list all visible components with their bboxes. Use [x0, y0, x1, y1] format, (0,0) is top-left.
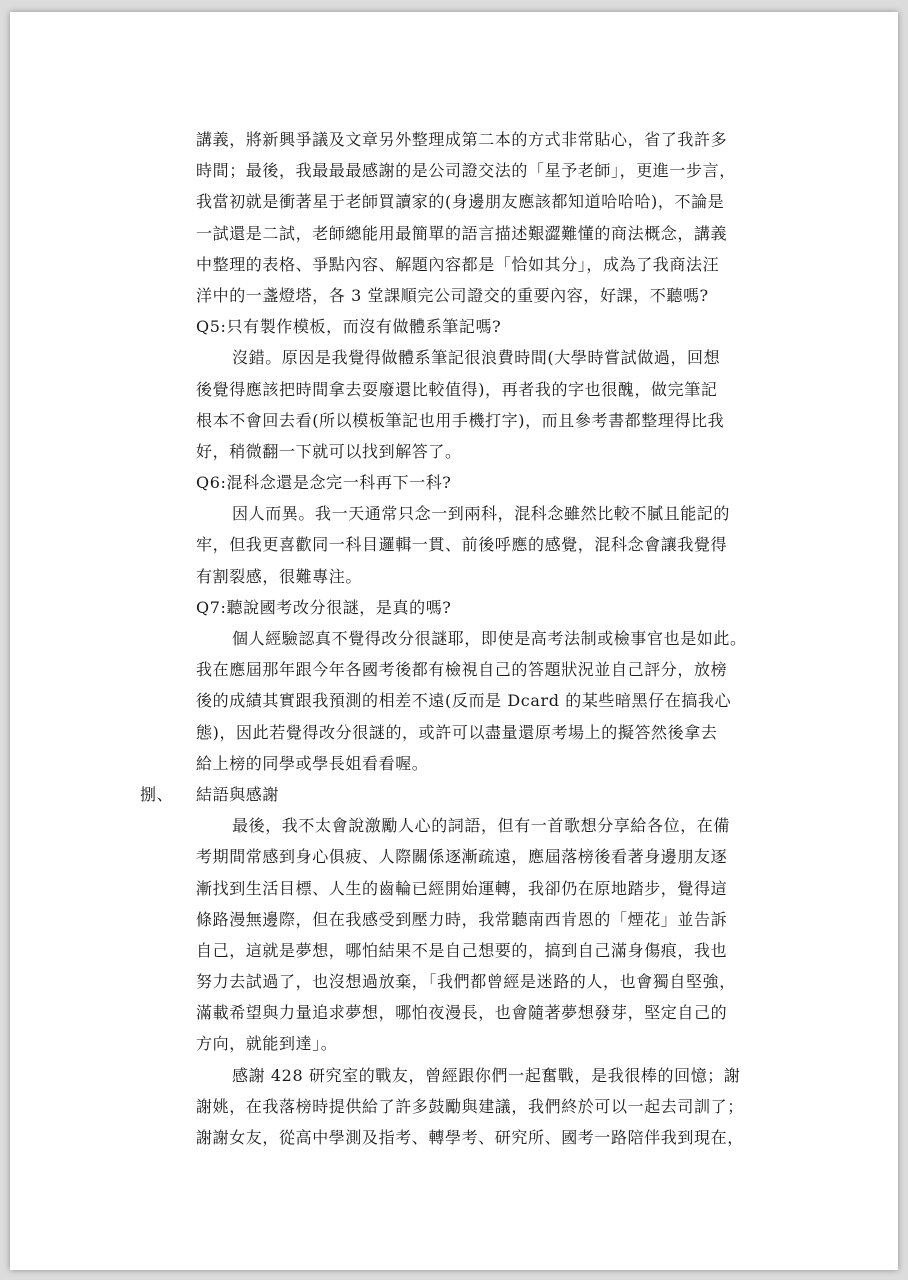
text-line: 因人而異。我一天通常只念一到兩科，混科念雖然比較不膩且能記的: [232, 504, 731, 524]
text-line: 根本不會回去看(所以模板筆記也用手機打字)，而且參考書都整理得比我: [196, 410, 725, 430]
text-line: 個人經驗認真不覺得改分很謎耶，即使是高考法制或檢事官也是如此。: [232, 629, 747, 648]
document-page: [10, 12, 898, 1270]
closing-text-block: [196, 810, 768, 1153]
text-line: 謝姚，在我落榜時提供給了許多鼓勵與建議，我們終於可以一起去司訓了；: [196, 1096, 744, 1116]
text-line: Q5:只有製作模板，而沒有做體系筆記嗎?: [196, 317, 502, 337]
text-line: 我當初就是衝著星于老師買讀家的(身邊朋友應該都知道哈哈哈)，不論是: [196, 192, 725, 212]
text-line: 好，稍微翻一下就可以找到解答了。: [196, 441, 462, 461]
text-line: 牢，但我更喜歡同一科目邏輯一貫、前後呼應的感覺，混科念會讓我覺得: [196, 535, 728, 555]
text-line: 最後，我不太會說激勵人心的詞語，但有一首歌想分享給各位，在備: [232, 816, 731, 836]
text-line: 沒錯。原因是我覺得做體系筆記很浪費時間(大學時嘗試做過，回想: [232, 348, 721, 368]
text-line: 漸找到生活目標、人生的齒輪已經開始運轉，我卻仍在原地踏步，覺得這: [196, 878, 728, 898]
text-line: Q6:混科念還是念完一科再下一科?: [196, 473, 452, 493]
section-number: 捌、: [140, 784, 174, 804]
text-line: 後覺得應該把時間拿去耍廢還比較值得)，再者我的字也很醜，做完筆記: [196, 379, 718, 399]
document-body: [140, 124, 768, 1153]
text-line: 中整理的表格、爭點內容、解題內容都是「恰如其分」，成為了我商法汪: [196, 254, 720, 274]
text-line: 努力去試過了，也沒想過放棄，「我們都曾經是迷路的人，也會獨自堅強，: [196, 972, 736, 992]
text-line: 方向，就能到達」。: [196, 1034, 338, 1054]
text-line: 自己，這就是夢想，哪怕結果不是自己想要的，搞到自己滿身傷痕，我也: [196, 940, 728, 960]
faq-text-block: [196, 124, 768, 779]
text-line: 謝謝女友，從高中學測及指考、轉學考、研究所、國考一路陪伴我到現在，: [196, 1128, 744, 1147]
text-line: 感謝 428 研究室的戰友，曾經跟你們一起奮戰，是我很棒的回憶；謝: [232, 1065, 741, 1085]
text-line: 有割裂感，很難專注。: [196, 566, 363, 586]
text-line: Q7:聽說國考改分很謎，是真的嗎?: [196, 597, 452, 617]
text-line: 一試還是二試，老師總能用最簡單的語言描述艱澀難懂的商法概念，講義: [196, 223, 728, 243]
text-line: 講義，將新興爭議及文章另外整理成第二本的方式非常貼心，省了我許多: [196, 130, 728, 149]
text-line: 時間；最後，我最最最感謝的是公司證交法的「星予老師」，更進一步言，: [196, 161, 736, 181]
text-line: 態)，因此若覺得改分很謎的，或許可以盡量還原考場上的擬答然後拿去: [196, 722, 718, 742]
section-heading: [140, 779, 768, 810]
text-line: 考期間常感到身心俱疲、人際關係逐漸疏遠，應屆落榜後看著身邊朋友逐: [196, 847, 728, 867]
text-line: 條路漫無邊際，但在我感受到壓力時，我常聽南西肯恩的「煙花」並告訴: [196, 909, 728, 929]
text-line: 後的成績其實跟我預測的相差不遠(反而是 Dcard 的某些暗黑仔在搞我心: [196, 691, 732, 711]
text-line: 洋中的一盞燈塔，各 3 堂課順完公司證交的重要內容，好課，不聽嗎?: [196, 285, 709, 305]
text-line: 我在應屆那年跟今年各國考後都有檢視自己的答題狀況並自己評分，放榜: [196, 660, 728, 680]
section-title: 結語與感謝: [196, 784, 280, 804]
text-line: 給上榜的同學或學長姐看看喔。: [196, 753, 429, 773]
text-line: 滿載希望與力量追求夢想，哪怕夜漫長，也會隨著夢想發芽，堅定自己的: [196, 1003, 728, 1023]
